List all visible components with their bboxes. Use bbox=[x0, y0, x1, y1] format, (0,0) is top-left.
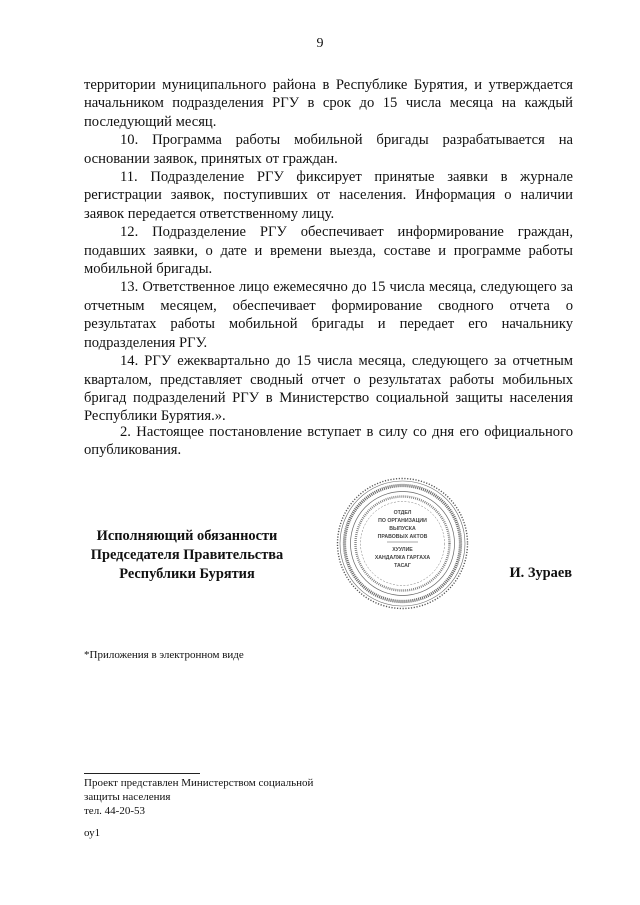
footnote-line-3: тел. 44-20-53 bbox=[84, 805, 146, 817]
appendix-note: *Приложения в электронном виде bbox=[84, 649, 244, 661]
signatory-title-line-3: Республики Бурятия bbox=[119, 565, 255, 582]
author-code: оу1 bbox=[84, 827, 101, 839]
paragraph-continuation: территории муниципального района в Республике Бурятия, и утверждается начальником подразделения РГУ в срок до 15 числа месяца на каждый последующий месяц. bbox=[84, 77, 573, 130]
page-number: 9 bbox=[316, 36, 324, 51]
footnote-line-1: Проект представлен Министерством социальной bbox=[84, 777, 314, 789]
document-body bbox=[84, 76, 573, 426]
signatory-title bbox=[74, 527, 300, 583]
paragraph-14: 14. РГУ ежеквартально до 15 числа месяца, следующего за отчетным кварталом, представляет сводный отчет о результатах работы мобильных бригад подразделений РГУ в Министерство социальной защиты населения Республики Бурятия.». bbox=[84, 353, 573, 425]
seal-inner-line-5: ХУУЛИЕ bbox=[392, 547, 413, 553]
signatory-title-line-2: Председателя Правительства bbox=[90, 546, 284, 563]
signatory-title-line-1: Исполняющий обязанности bbox=[96, 528, 278, 544]
paragraph-13: 13. Ответственное лицо ежемесячно до 15 числа месяца, следующего за отчетным месяцем, обеспечивает формирование сводного отчета о результатах работы мобильной бригады и передает его начальнику подразделения РГУ. bbox=[84, 279, 573, 351]
paragraph-10: 10. Программа работы мобильной бригады разрабатывается на основании заявок, принятых от граждан. bbox=[84, 132, 573, 167]
seal-inner-line-2: ПО ОРГАНИЗАЦИИ bbox=[378, 518, 427, 524]
seal-inner-line-1: ОТДЕЛ bbox=[393, 510, 412, 516]
footnote-divider bbox=[84, 773, 200, 774]
effective-date-clause bbox=[84, 423, 573, 460]
paragraph-2-effective: 2. Настоящее постановление вступает в силу со дня его официального опубликования. bbox=[84, 424, 573, 459]
seal-inner-line-3: ВЫПУСКА bbox=[389, 526, 416, 532]
seal-inner-line-7: ТАСАГ bbox=[394, 563, 411, 569]
footnote-line-2: защиты населения bbox=[84, 791, 171, 803]
paragraph-11: 11. Подразделение РГУ фиксирует принятые заявки в журнале регистрации заявок, поступивших от населения. Информация о наличии заявок передается ответственному лицу. bbox=[84, 169, 573, 222]
seal-inner-line-6: ХАНДАЛЖА ГАРГАХА bbox=[374, 555, 431, 561]
seal-inner-line-4: ПРАВОВЫХ АКТОВ bbox=[377, 534, 428, 540]
paragraph-12: 12. Подразделение РГУ обеспечивает информирование граждан, подавших заявки, о дате и времени выезда, составе и программе работы мобильной бригады. bbox=[84, 224, 573, 278]
footnote bbox=[84, 776, 384, 818]
official-seal-stamp bbox=[335, 476, 470, 611]
signatory-name: И. Зураев bbox=[509, 565, 572, 581]
